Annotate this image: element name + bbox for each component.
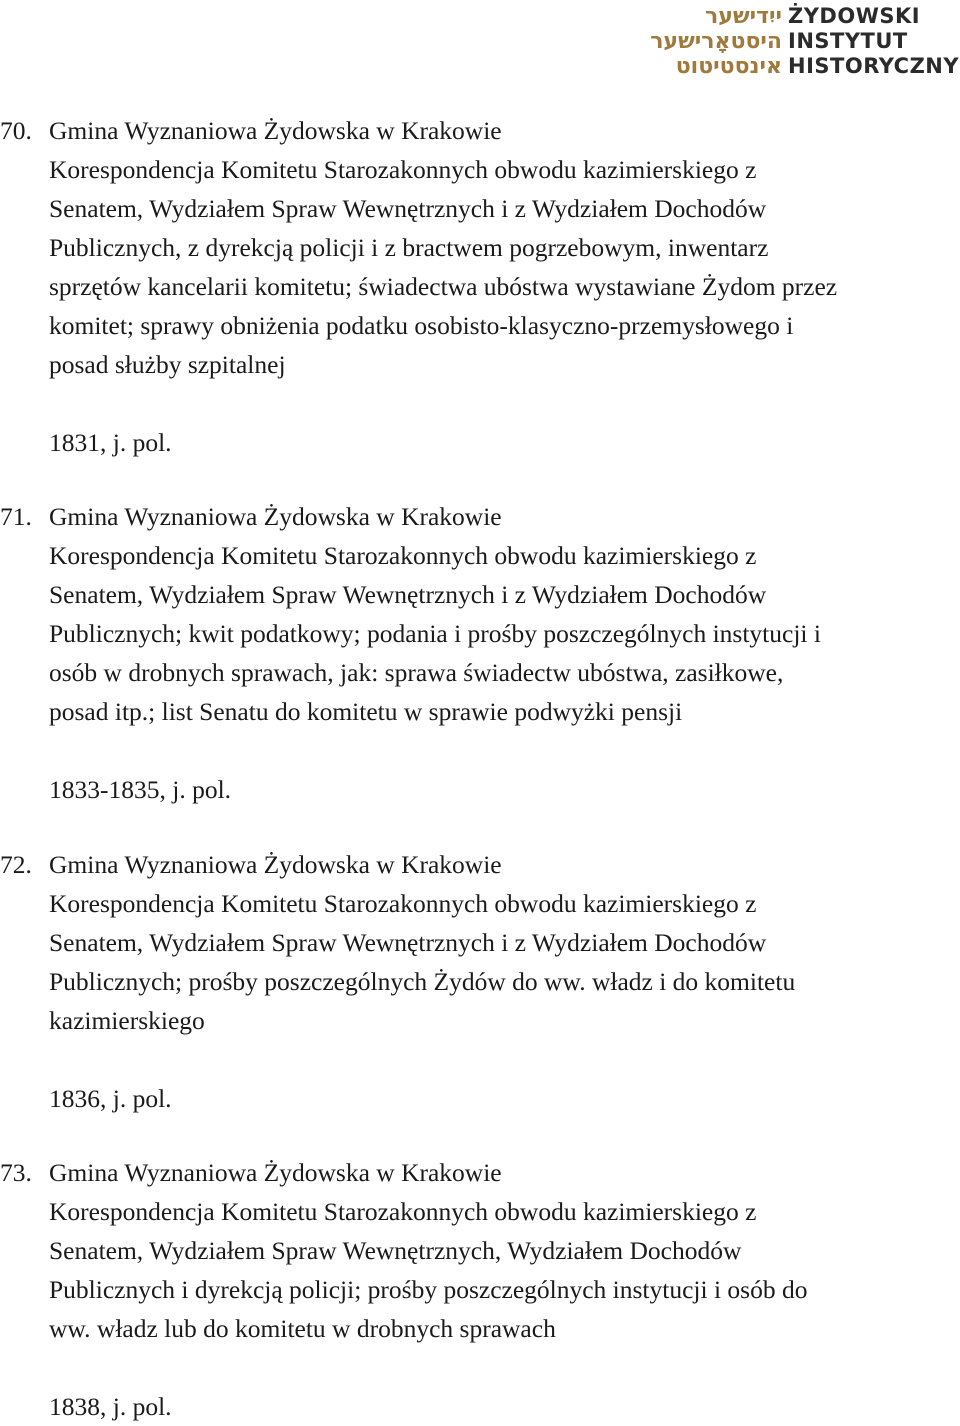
entry-body: [49, 1153, 954, 1426]
logo-hebrew-line: אינסטיטוט: [675, 54, 782, 79]
entry-description-line: sprzętów kancelarii komitetu; świadectwa ubóstwa wystawiane Żydom przez: [49, 272, 838, 301]
catalogue-entries: [0, 111, 960, 1426]
entry-title: Gmina Wyznaniowa Żydowska w Krakowie: [49, 1158, 502, 1187]
entry-description-line: komitet; sprawy obniżenia podatku osobisto-klasyczno-przemysłowego i: [49, 311, 794, 340]
catalogue-entry: [0, 845, 960, 1118]
entry-description-line: Korespondencja Komitetu Starozakonnych obwodu kazimierskiego z: [49, 889, 757, 918]
entry-description-line: Senatem, Wydziałem Spraw Wewnętrznych i z Wydziałem Dochodów: [49, 580, 767, 609]
logo-polish-text: [788, 4, 959, 79]
entry-description-line: Senatem, Wydziałem Spraw Wewnętrznych, Wydziałem Dochodów: [49, 1236, 742, 1265]
institute-logo: [610, 4, 958, 80]
logo-hebrew-line: היסטאָרישער: [650, 29, 782, 54]
entry-description-line: Publicznych i dyrekcją policji; prośby poszczególnych instytucji i osób do: [49, 1275, 808, 1304]
logo-polish-line: HISTORYCZNY: [788, 54, 960, 78]
entry-body: [49, 845, 954, 1118]
entry-number: 73.: [0, 1158, 32, 1187]
entry-date: 1836, j. pol.: [49, 1084, 172, 1113]
entry-title: Gmina Wyznaniowa Żydowska w Krakowie: [49, 502, 502, 531]
entry-body: [49, 111, 954, 462]
entry-description-line: Korespondencja Komitetu Starozakonnych obwodu kazimierskiego z: [49, 541, 757, 570]
entry-description-line: posad służby szpitalnej: [49, 350, 286, 379]
catalogue-entry: [0, 1153, 960, 1426]
entry-title: Gmina Wyznaniowa Żydowska w Krakowie: [49, 850, 502, 879]
entry-description-line: Korespondencja Komitetu Starozakonnych obwodu kazimierskiego z: [49, 155, 757, 184]
catalogue-entry: [0, 111, 960, 462]
entry-description-line: posad itp.; list Senatu do komitetu w sprawie podwyżki pensji: [49, 697, 683, 726]
entry-description-line: osób w drobnych sprawach, jak: sprawa świadectw ubóstwa, zasiłkowe,: [49, 658, 784, 687]
entry-description-line: Publicznych; prośby poszczególnych Żydów do ww. władz i do komitetu: [49, 967, 796, 996]
entry-description-line: Publicznych, z dyrekcją policji i z bractwem pogrzebowym, inwentarz: [49, 233, 769, 262]
entry-description-line: Senatem, Wydziałem Spraw Wewnętrznych i z Wydziałem Dochodów: [49, 928, 767, 957]
entry-number: 72.: [0, 850, 32, 879]
logo-polish-line: ŻYDOWSKI: [788, 4, 921, 28]
logo-hebrew-line: ייִדישער: [705, 4, 782, 29]
entry-description-line: kazimierskiego: [49, 1006, 205, 1035]
entry-number: 70.: [0, 116, 32, 145]
entry-number: 71.: [0, 502, 32, 531]
entry-description-line: Publicznych; kwit podatkowy; podania i prośby poszczególnych instytucji i: [49, 619, 821, 648]
logo-hebrew-text: [610, 4, 782, 79]
logo-polish-line: INSTYTUT: [788, 29, 908, 53]
entry-description-line: Korespondencja Komitetu Starozakonnych obwodu kazimierskiego z: [49, 1197, 757, 1226]
catalogue-entry: [0, 497, 960, 809]
entry-date: 1838, j. pol.: [49, 1392, 172, 1421]
entry-title: Gmina Wyznaniowa Żydowska w Krakowie: [49, 116, 502, 145]
entry-date: 1833-1835, j. pol.: [49, 775, 232, 804]
entry-description-line: ww. władz lub do komitetu w drobnych sprawach: [49, 1314, 556, 1343]
entry-date: 1831, j. pol.: [49, 428, 172, 457]
entry-body: [49, 497, 954, 809]
entry-description-line: Senatem, Wydziałem Spraw Wewnętrznych i z Wydziałem Dochodów: [49, 194, 767, 223]
